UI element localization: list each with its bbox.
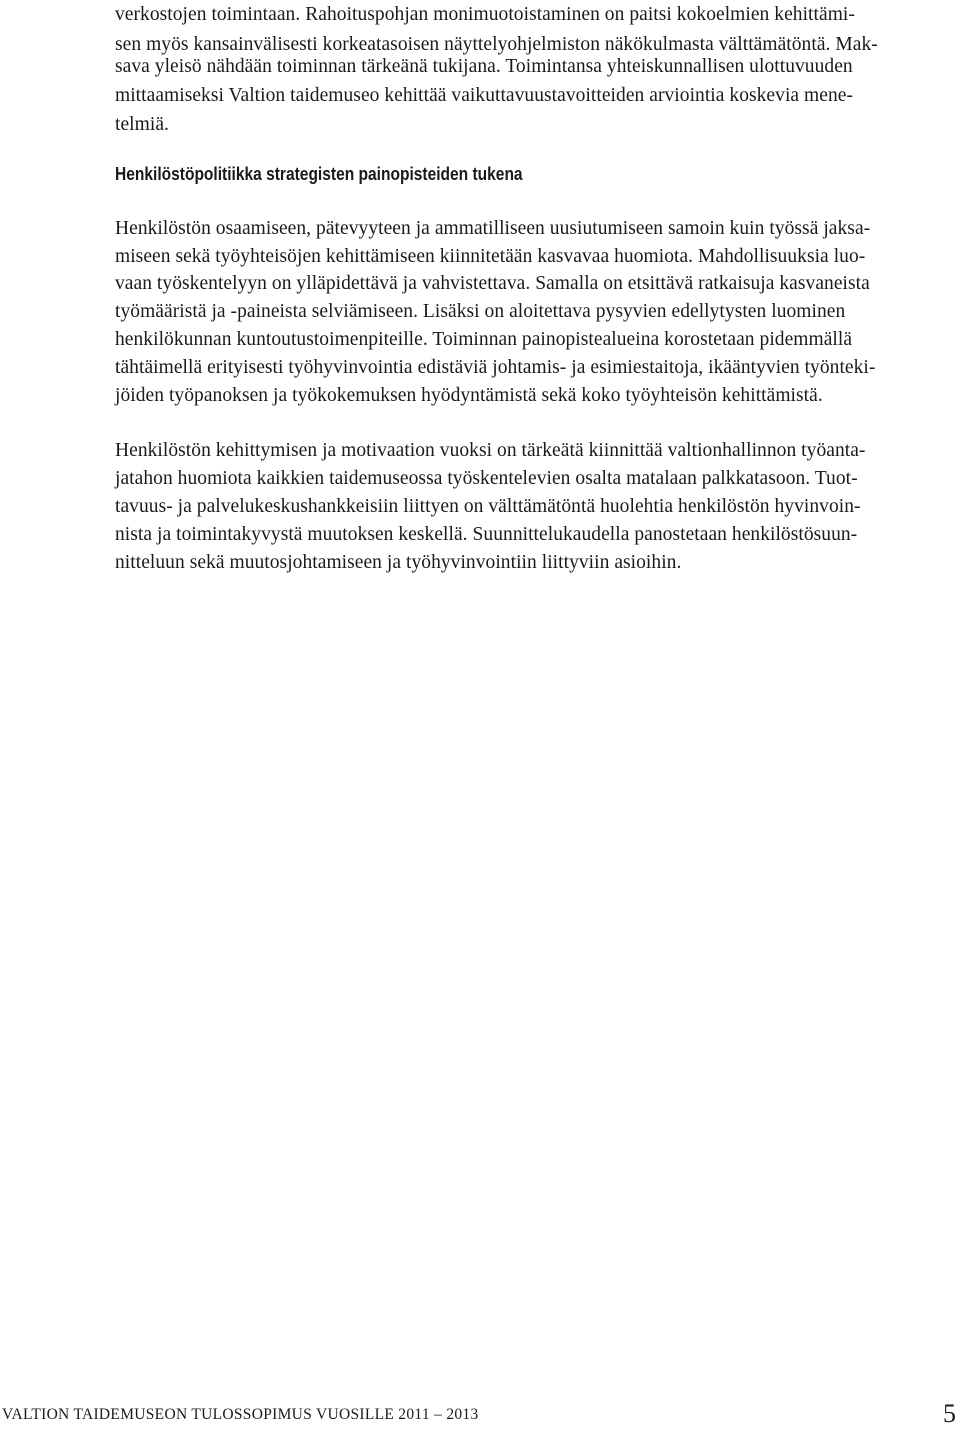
paragraph1-line-7: jöiden työpanoksen ja työkokemuksen hyödyntämistä sekä koko työyhteisön kehittämistä. xyxy=(115,385,823,406)
intro-line-4: mittaamiseksi Valtion taidemuseo kehittää vaikuttavuustavoitteiden arviointia koskevia mene- xyxy=(115,85,854,106)
paragraph1-line-4: työmääristä ja -paineista selviämiseen. Lisäksi on aloitettava pysyvien edellytysten luominen xyxy=(115,301,846,322)
paragraph2-line-5: nitteluun sekä muutosjohtamiseen ja työhyvinvointiin liittyviin asioihin. xyxy=(115,552,682,573)
paragraph1-line-5: henkilökunnan kuntoutustoimenpiteille. Toiminnan painopistealueina korostetaan pidemmällä xyxy=(115,329,853,350)
paragraph2-line-1: Henkilöstön kehittymisen ja motivaation vuoksi on tärkeätä kiinnittää valtionhallinnon työanta- xyxy=(115,440,866,461)
footer-title: VALTION TAIDEMUSEON TULOSSOPIMUS VUOSILLE 2011 – 2013 xyxy=(2,1406,479,1423)
intro-line-3: sava yleisö nähdään toiminnan tärkeänä tukijana. Toimintansa yhteiskunnallisen ulottuvuuden xyxy=(115,56,853,77)
paragraph2-line-3: tavuus- ja palvelukeskushankkeisiin liittyen on välttämätöntä huolehtia henkilöstön hyvinvoin- xyxy=(115,496,861,517)
paragraph1-line-1: Henkilöstön osaamiseen, pätevyyteen ja ammatilliseen uusiutumiseen samoin kuin työssä jaksa- xyxy=(115,218,871,239)
paragraph1-line-6: tähtäimellä erityisesti työhyvinvointia edistäviä johtamis- ja esimiestaitoja, ikääntyvien työnteki- xyxy=(115,357,876,378)
paragraph2-line-4: nista ja toimintakyvystä muutoksen keskellä. Suunnittelukaudella panostetaan henkilöstösuun- xyxy=(115,524,858,545)
paragraph2-line-2: jatahon huomiota kaikkien taidemuseossa työskentelevien osalta matalaan palkkatasoon. Tuot- xyxy=(115,468,858,489)
paragraph1-line-2: miseen sekä työyhteisöjen kehittämiseen kiinnitetään kasvavaa huomiota. Mahdollisuuksia luo- xyxy=(115,246,866,267)
section-heading: Henkilöstöpolitiikka strategisten painopisteiden tukena xyxy=(115,163,523,184)
intro-line-2: sen myös kansainvälisesti korkeatasoisen näyttelyohjelmiston näkökulmasta välttämätöntä. Mak- xyxy=(115,34,878,55)
intro-line-5: telmiä. xyxy=(115,114,169,135)
paragraph1-line-3: vaan työskentelyyn on ylläpidettävä ja vahvistettava. Samalla on etsittävä ratkaisuja kasvaneista xyxy=(115,273,870,294)
intro-line-1: verkostojen toimintaan. Rahoituspohjan monimuotoistaminen on paitsi kokoelmien kehittämi- xyxy=(115,4,855,25)
page-number: 5 xyxy=(943,1399,956,1428)
